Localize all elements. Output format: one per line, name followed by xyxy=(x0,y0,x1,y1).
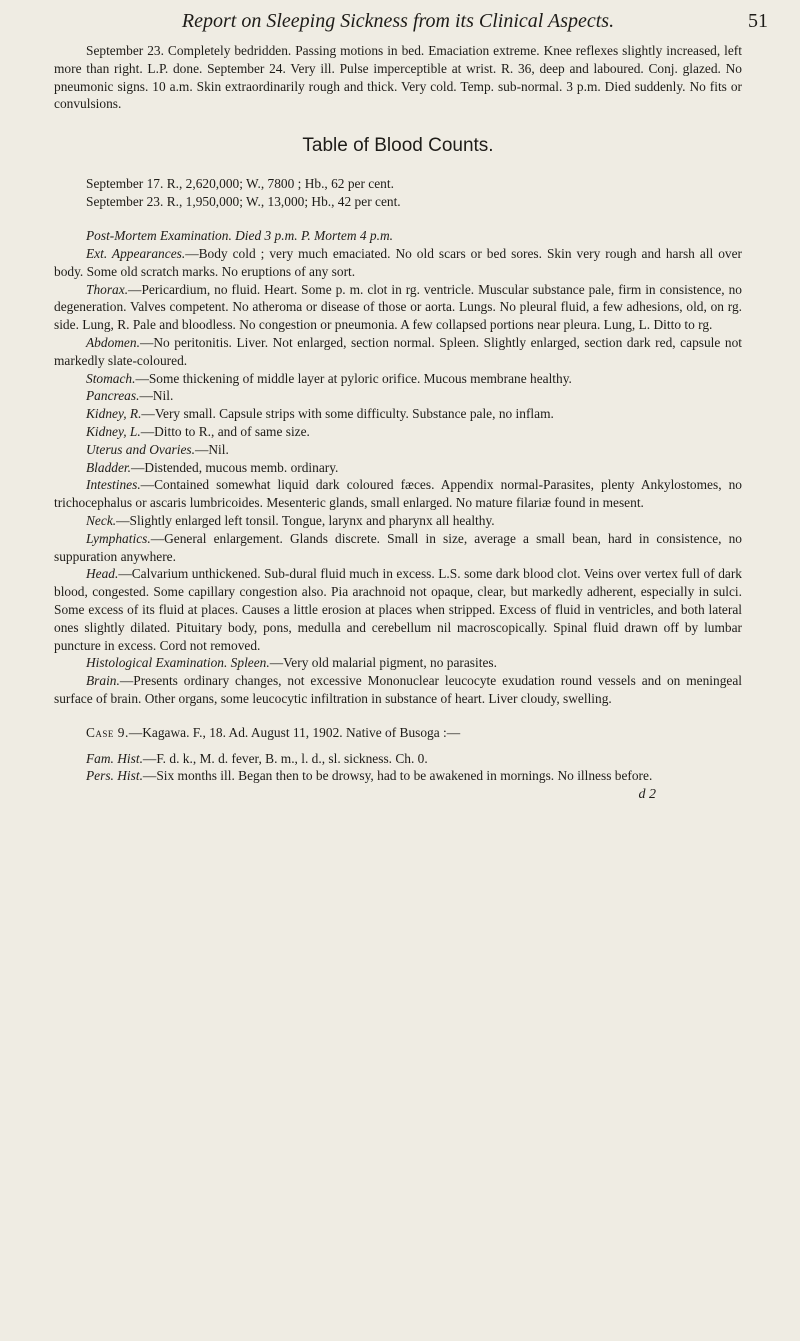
pm-section xyxy=(54,476,742,512)
pm-section-label: Neck. xyxy=(86,512,117,528)
post-mortem-title: Post-Mortem Examination. Died 3 p.m. P. Mortem 4 p.m. xyxy=(86,228,393,244)
pm-section xyxy=(54,441,742,459)
pm-section-text: —Slightly enlarged left tonsil. Tongue, larynx and pharynx all healthy. xyxy=(116,512,495,528)
pm-section-label: Head. xyxy=(86,566,119,582)
running-title: Report on Sleeping Sickness from its Clinical Aspects. xyxy=(181,10,615,32)
pm-section xyxy=(54,387,742,405)
pm-section-text: —Some thickening of middle layer at pyloric orifice. Mucous membrane healthy. xyxy=(135,370,572,386)
pm-section-text: —Contained somewhat liquid dark coloured fæces. Appendix normal-Parasites, plenty Ankylostomes, no trichocephalus or ascaris lumbricoides. Mesenteric glands, small enlarged. No mature filariæ found in mesent. xyxy=(54,477,742,511)
pm-section-text: —General enlargement. Glands discrete. Small in size, average a small bean, hard in consistence, no suppuration anywhere. xyxy=(54,530,742,564)
pm-section xyxy=(54,405,742,423)
pm-section-text: —Very small. Capsule strips with some difficulty. Substance pale, no inflam. xyxy=(141,406,554,422)
personal-history-label: Pers. Hist. xyxy=(86,768,143,784)
pm-section-label: Stomach. xyxy=(86,370,136,386)
family-history-text: —F. d. k., M. d. fever, B. m., l. d., sl. sickness. Ch. 0. xyxy=(142,750,428,766)
pm-section-text: —Ditto to R., and of same size. xyxy=(140,423,310,439)
pm-section-text: —No peritonitis. Liver. Not enlarged, section normal. Spleen. Slightly enlarged, section dark red, capsule not markedly slate-coloured. xyxy=(54,334,742,368)
pm-section-label: Ext. Appearances. xyxy=(86,245,186,261)
pm-section xyxy=(54,334,742,370)
pm-section xyxy=(54,654,742,672)
pm-section xyxy=(54,530,742,566)
family-history xyxy=(54,750,742,768)
running-header xyxy=(54,6,768,42)
case-label: Case 9. xyxy=(86,724,129,740)
pm-section-text: —Pericardium, no fluid. Heart. Some p. m. clot in rg. ventricle. Muscular substance pale, firm in consistence, no degeneration. Valves competent. No atheroma or disease of those or aorta. Lungs. No pleural fluid, a few adhesions, old, on rg. side. Lung, R. Pale and bloodless. No congestion or pneumonia. A few collapsed portions near pleura. Lung, L. Ditto to rg. xyxy=(54,281,742,333)
pm-section xyxy=(54,423,742,441)
pm-section-text: —Calvarium unthickened. Sub-dural fluid much in excess. L.S. some dark blood clot. Veins over vertex full of dark blood, congested. Some capillary congestion also. Pia arachnoid not opaque, clear, but markedly adherent, especially in sulci. Some excess of its fluid at places. Causes a little erosion at places when stripped. Excess of fluid in ventricles, and both lateral ones slightly dilated. Pituitary body, pons, medulla and cerebellum nil macroscopically. Spinal fluid drawn off by lumbar puncture in excess. Cord not removed. xyxy=(54,566,742,653)
pm-section-text: —Body cold ; very much emaciated. No old scars or bed sores. Skin very rough and harsh all over body. Some old scratch marks. No eruptions of any sort. xyxy=(54,245,742,279)
pm-section xyxy=(54,281,742,334)
spacer xyxy=(54,211,742,227)
blood-count-row: September 17. R., 2,620,000; W., 7800 ; Hb., 62 per cent. xyxy=(86,176,394,192)
pm-section xyxy=(54,370,742,388)
family-history-label: Fam. Hist. xyxy=(86,750,143,766)
pm-section-text: —Presents ordinary changes, not excessive Mononuclear leucocyte exudation round vessels and on meningeal surface of brain. Other organs, some leucocytic infiltration in substance of heart. Liver cloudy, swelling. xyxy=(54,673,742,706)
pm-section-label: Bladder. xyxy=(86,459,132,475)
blood-count-row: September 23. R., 1,950,000; W., 13,000; Hb., 42 per cent. xyxy=(86,194,401,210)
pm-section-text: —Very old malarial pigment, no parasites. xyxy=(269,655,497,671)
case-heading xyxy=(54,724,742,742)
pm-section xyxy=(54,565,742,654)
signature-mark: d 2 xyxy=(638,787,656,803)
pm-section-label: Abdomen. xyxy=(86,334,140,350)
document-page xyxy=(0,6,800,1341)
spacer xyxy=(54,708,742,724)
pm-section xyxy=(54,672,742,708)
pm-section-label: Kidney, L. xyxy=(86,423,141,439)
pm-section-label: Histological Examination. Spleen. xyxy=(86,655,270,671)
pm-section-label: Kidney, R. xyxy=(86,406,142,422)
pm-section-label: Uterus and Ovaries. xyxy=(86,441,195,457)
page-number: 51 xyxy=(748,10,768,32)
pm-section-label: Lymphatics. xyxy=(86,530,151,546)
pm-section xyxy=(54,512,742,530)
pm-section-label: Brain. xyxy=(86,673,120,689)
case-text: —Kagawa. F., 18. Ad. August 11, 1902. Native of Busoga :— xyxy=(128,724,461,740)
pm-section-label: Thorax. xyxy=(86,281,129,297)
pm-section-text: —Distended, mucous memb. ordinary. xyxy=(131,459,339,475)
personal-history xyxy=(54,767,742,785)
pm-section-label: Pancreas. xyxy=(86,388,140,404)
intro-paragraph: September 23. Completely bedridden. Passing motions in bed. Emaciation extreme. Knee reflexes slightly increased, left more than right. L.P. done. September 24. Very ill. Pulse imperceptible at wrist. R. 36, deep and laboured. Conj. glazed. No pneumonic signs. 10 a.m. Skin extraordinarily rough and thick. Very cold. Temp. sub-normal. 3 p.m. Died suddenly. No fits or convulsions. xyxy=(54,43,742,112)
pm-section-text: —Nil. xyxy=(194,441,229,457)
blood-counts-heading: Table of Blood Counts. xyxy=(302,135,494,157)
personal-history-text: —Six months ill. Began then to be drowsy, had to be awakened in mornings. No illness before. xyxy=(142,768,653,784)
pm-section-text: —Nil. xyxy=(139,388,174,404)
pm-section xyxy=(54,245,742,281)
pm-section-label: Intestines. xyxy=(86,477,141,493)
spacer xyxy=(54,742,742,750)
pm-section xyxy=(54,459,742,477)
